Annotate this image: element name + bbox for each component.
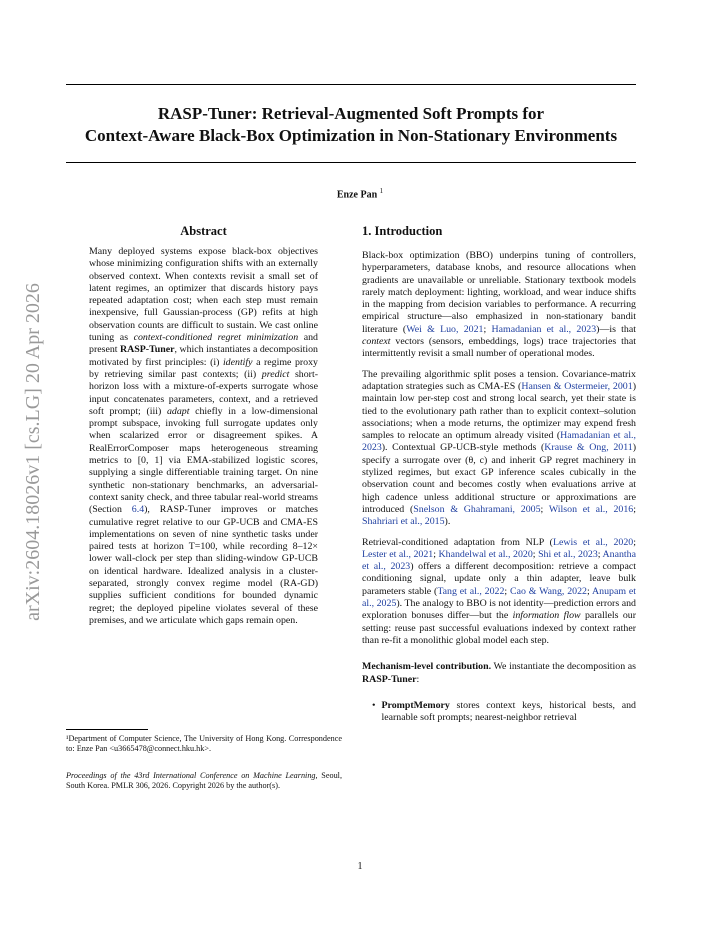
citation-link[interactable]: Hamadanian et al., 2023	[491, 323, 597, 335]
page-number: 1	[357, 861, 363, 872]
citation-link[interactable]: Anantha et al., 2023	[362, 548, 636, 573]
contribution-paragraph: Mechanism-level contribution. We instantiate the decomposition as RASP-Tuner:	[362, 661, 636, 685]
intro-paragraph-3: Retrieval-conditioned adaptation from NLP (Lewis et al., 2020; Lester et al., 2021; Khandelwal et al., 2020; Shi et al., 2023; Anantha et al., 2023) offers a different decomposition: retrieve a compact conditioning signal, update only a thin adapter, leave bulk parameters stable (Tang et al., 2022; Cao & Wang, 2022; Anupam et al., 2025). The analogy to BBO is not identity—prediction errors and exploration bonuses differ—but the information flow parallels our setting: reuse past successful evaluations indexed by context rather than re-fit a monolithic global model each step.	[362, 536, 636, 646]
citation-link[interactable]: Lewis et al., 2020	[552, 536, 634, 548]
citation-link[interactable]: Anupam et al., 2025	[362, 585, 636, 610]
author-affiliation-mark: 1	[379, 187, 384, 195]
citation-link[interactable]: Lester et al., 2021	[362, 548, 434, 560]
section-heading-introduction: 1. Introduction	[362, 224, 443, 238]
author-line	[0, 187, 720, 200]
title-line-2: Context-Aware Black-Box Optimization in Non-Stationary Environments	[84, 126, 618, 145]
citation-link[interactable]: Shi et al., 2023	[538, 548, 598, 560]
citation-link[interactable]: Wilson et al., 2016	[548, 503, 634, 515]
citation-link[interactable]: Cao & Wang, 2022	[510, 585, 587, 597]
citation-link[interactable]: Khandelwal et al., 2020	[438, 548, 533, 560]
abstract-paragraph: Many deployed systems expose black-box objectives whose minimizing configuration shifts with an externally observed context. When contexts revisit a small set of latent regimes, an optimizer that discards history pays repeated adaptation cost; when each step must remain inexpensive, full Gaussian-process (GP) refits at high observation counts are difficult to sustain. We cast online tuning as context-conditioned regret minimization and present RASP-Tuner, which instantiates a decomposition motivated by first principles: (i) identify a regime proxy by retrieving similar past contexts; (ii) predict short-horizon loss with a mixture-of-experts surrogate whose input concatenates parameters, context, and a retrieved soft prompt; (iii) adapt chiefly in a low-dimensional prompt subspace, invoking full surrogate updates only when scalarized error or disagreement spikes. A RealErrorComposer maps heterogeneous streaming metrics to [0, 1] via EMA-stabilized logistic scores, supplying a single differentiable training target. On nine synthetic non-stationary benchmarks, an adversarial-context sanity check, and three tabular real-world streams (Section 6.4), RASP-Tuner improves or matches cumulative regret relative to our GP-UCB and CMA-ES implementations on seven of nine synthetic tasks under paired tests at horizon T=100, while recording 8–12× lower wall-clock per step than sliding-window GP-UCB on identical hardware. Idealized analysis in a cluster-separated, strongly convex regime model (RA-GD) supplies sufficient conditions for bounded dynamic regret; the deployed pipeline violates several of these premises, and we articulate which gaps remain open.	[89, 246, 319, 626]
intro-paragraph-1: Black-box optimization (BBO) underpins tuning of controllers, hyperparameters, database knobs, and resource allocations when gradients are unavailable or unreliable. Stationary textbook models rarely match deployment: lighting, workload, and wear induce shifts in the mapping from decision variables to performance. A recurring empirical structure—also emphasized in non-stationary bandit literature (Wei & Luo, 2021; Hamadanian et al., 2023)—is that context vectors (sensors, embeddings, logs) trace trajectories that intermittently revisit a small number of operational modes.	[362, 250, 636, 360]
section-link[interactable]: 6.4	[131, 504, 145, 516]
citation-link[interactable]: Wei & Luo, 2021	[406, 323, 484, 335]
title-bottom-rule	[66, 162, 636, 163]
arxiv-stamp: arXiv:2604.18026v1 [cs.LG] 20 Apr 2026	[22, 283, 44, 621]
citation-link[interactable]: Hamadanian et al., 2023	[362, 430, 636, 454]
footnote-rule	[66, 729, 148, 730]
footnote-affiliation: ¹Department of Computer Science, The University of Hong Kong. Correspondence to: Enze Pan <u3665478@connect.hku.hk>.	[66, 734, 342, 753]
author-name: Enze Pan	[336, 189, 378, 201]
citation-link[interactable]: Snelson & Ghahramani, 2005	[413, 503, 541, 515]
proceedings-note: Proceedings of the 43rd International Conference on Machine Learning, Seoul, South Korea. PMLR 306, 2026. Copyright 2026 by the author(s).	[66, 771, 342, 790]
abstract-body	[89, 246, 318, 627]
list-item: • PromptMemory stores context keys, historical bests, and learnable soft prompts; nearest-neighbor retrieval	[372, 699, 636, 724]
citation-link[interactable]: Hansen & Ostermeier, 2001	[521, 380, 633, 392]
citation-link[interactable]: Shahriari et al., 2015	[362, 516, 445, 528]
title-line-1: RASP-Tuner: Retrieval-Augmented Soft Prompts for	[157, 104, 545, 123]
bullet-dot-icon: •	[372, 699, 376, 711]
introduction-body	[362, 250, 636, 724]
citation-link[interactable]: Krause & Ong, 2011	[544, 442, 633, 454]
title-top-rule	[66, 84, 636, 85]
intro-paragraph-2: The prevailing algorithmic split poses a tension. Covariance-matrix adaptation strategies such as CMA-ES (Hansen & Ostermeier, 2001) maintain low per-step cost and strong local search, yet their state is tied to the evolutionary path rather than to explicit context–solution associations; when a mode returns, the optimizer may expend fresh samples to relocate an optimum already visited (Hamadanian et al., 2023). Contextual GP-UCB-style methods (Krause & Ong, 2011) specify a surrogate over (θ, c) and inherit GP regret machinery in stylized regimes, but exact GP inference scales cubically in the observation count and becomes costly when evaluations arrive at high cadence unless additional structure or approximations are introduced (Snelson & Ghahramani, 2005; Wilson et al., 2016; Shahriari et al., 2015).	[362, 368, 637, 528]
citation-link[interactable]: Tang et al., 2022	[437, 585, 505, 597]
abstract-heading: Abstract	[180, 224, 227, 238]
